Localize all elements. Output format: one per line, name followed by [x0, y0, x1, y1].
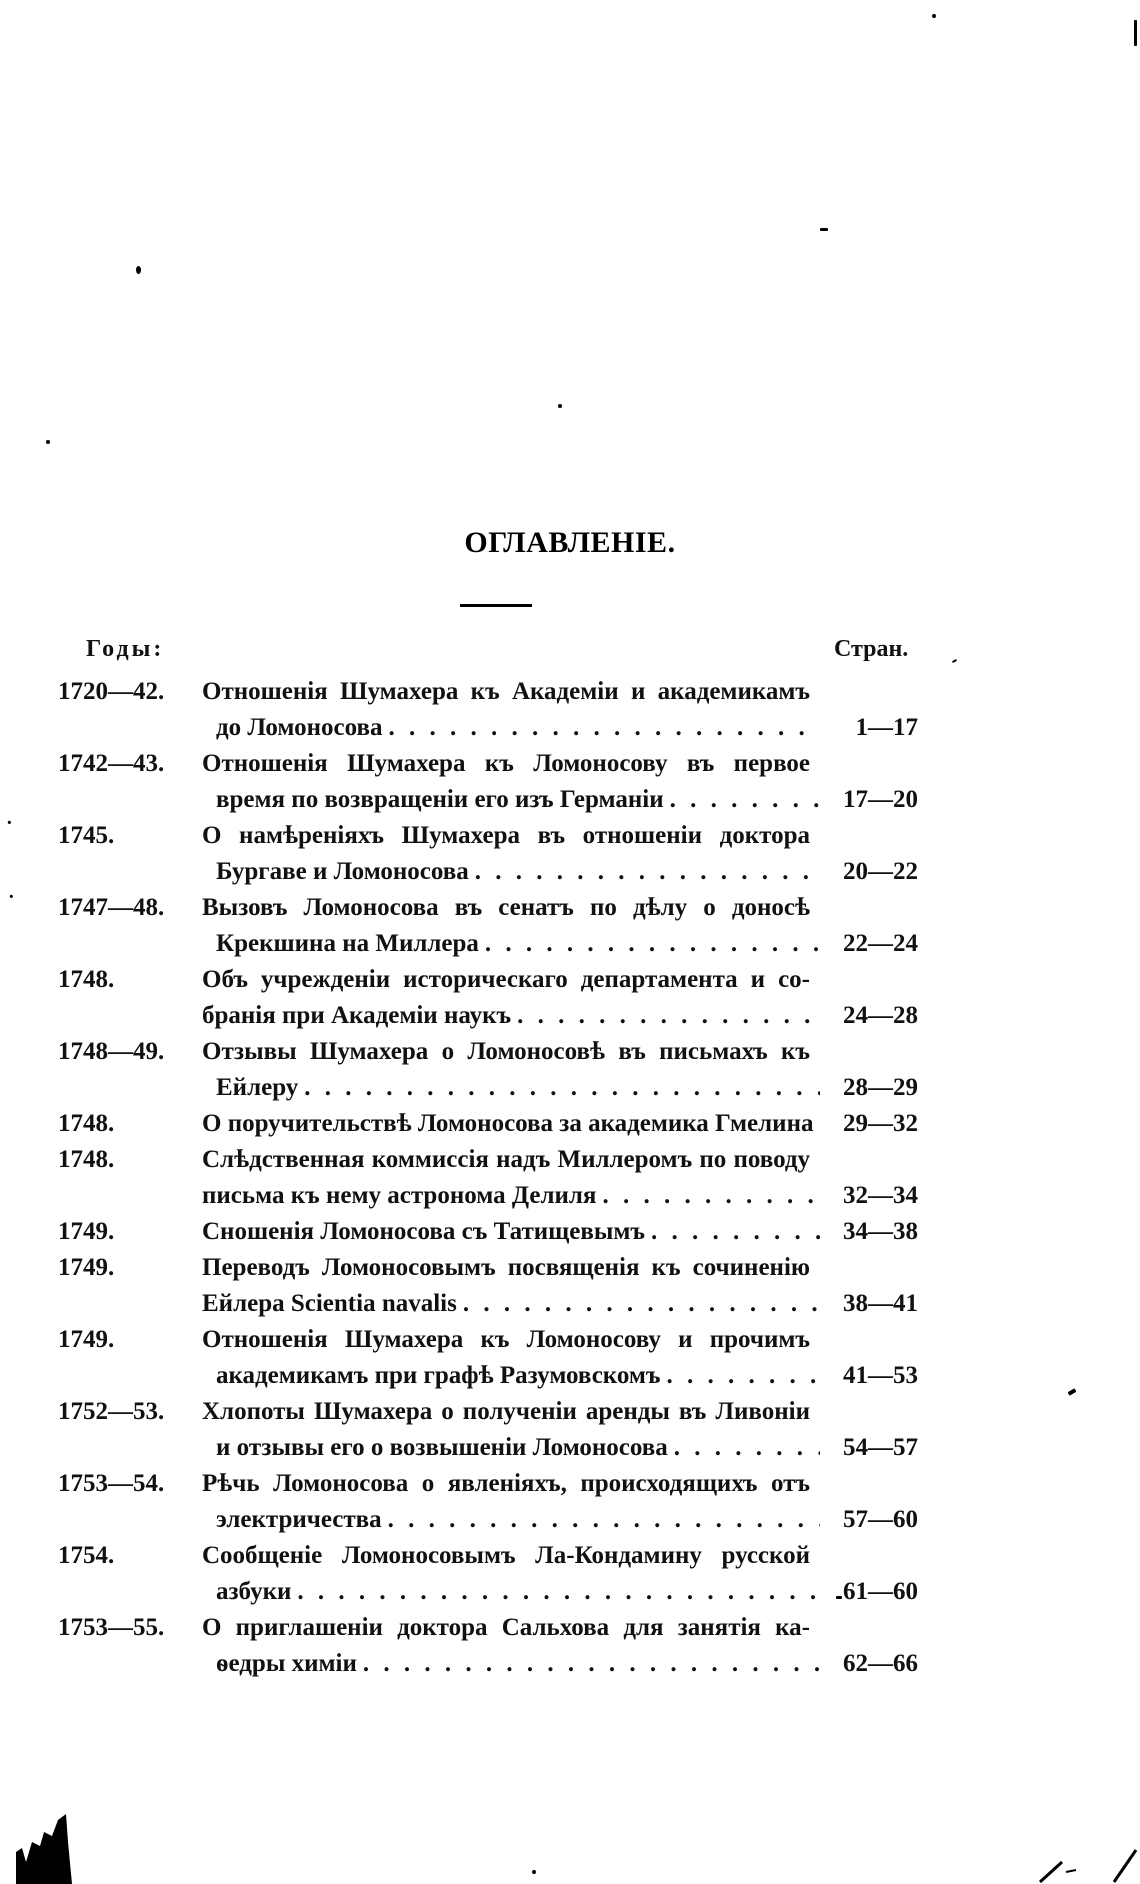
toc-entry-pages: 22—24 — [843, 930, 918, 957]
toc-entry-year: 1747—48. — [58, 894, 165, 921]
scan-speck — [820, 228, 828, 231]
toc-entry-pages: 41—53 — [843, 1362, 918, 1389]
toc-entry-pages: 54—57 — [843, 1434, 918, 1461]
toc-entry-year: 1754. — [58, 1542, 115, 1569]
toc-entry-pages: 38—41 — [843, 1290, 918, 1317]
toc-entry-title-line: Объ учрежденіи историческаго департамента и со- — [202, 966, 810, 993]
toc-entry-pages: 34—38 — [843, 1218, 918, 1245]
toc-entry-title-line: О приглашеніи доктора Сальхова для занятія ка- — [202, 1614, 810, 1641]
scan-speck — [836, 1596, 842, 1599]
pages-column-header: Стран. — [834, 636, 909, 662]
toc-entry-year: 1748. — [58, 966, 115, 993]
toc-entry-title-continuation: Бургаве и Ломоносова — [216, 858, 469, 885]
leader-dots — [475, 854, 820, 890]
toc-entry-pages: 61—60 — [843, 1578, 918, 1605]
toc-entry-title-continuation: азбуки — [216, 1578, 292, 1605]
toc-entry-year: 1745. — [58, 822, 115, 849]
toc-entry-title-continuation: О поручительствѣ Ломоносова за академика Гмелина — [202, 1110, 814, 1137]
toc-entry-title-line: Рѣчь Ломоносова о явленіяхъ, происходящихъ отъ — [202, 1470, 810, 1497]
toc-entry-year: 1742—43. — [58, 750, 165, 777]
toc-entry-year: 1748. — [58, 1110, 115, 1137]
leader-dots — [819, 1106, 820, 1142]
toc-entry — [0, 746, 1140, 818]
toc-entry-title-line: Отзывы Шумахера о Ломоносовѣ въ письмахъ къ — [202, 1038, 810, 1065]
table-of-contents — [0, 674, 1140, 1682]
toc-entry-year: 1749. — [58, 1254, 115, 1281]
toc-entry-pages: 20—22 — [843, 858, 918, 885]
toc-entry-title-line: Вызовъ Ломоносова въ сенатъ по дѣлу о доносѣ — [202, 894, 810, 921]
toc-entry-year: 1720—42. — [58, 678, 165, 705]
toc-entry-title-line: О намѣреніяхъ Шумахера въ отношеніи доктора — [202, 822, 810, 849]
toc-entry-title-continuation: электричества — [216, 1506, 382, 1533]
toc-entry — [0, 1538, 1140, 1610]
toc-entry-title-continuation: и отзывы его о возвышеніи Ломоносова — [216, 1434, 668, 1461]
scan-speck — [952, 659, 957, 663]
scan-speck — [532, 1870, 536, 1874]
toc-entry-title-continuation: до Ломоносова — [216, 714, 383, 741]
scan-edge-stroke — [1036, 1836, 1140, 1884]
toc-entry — [0, 890, 1140, 962]
toc-entry-pages: 29—32 — [843, 1110, 918, 1137]
toc-entry-title-line: Отношенія Шумахера къ Ломоносову въ первое — [202, 750, 810, 777]
scan-speck — [46, 440, 50, 444]
toc-entry-pages: 62—66 — [843, 1650, 918, 1677]
toc-entry-year: 1748—49. — [58, 1038, 165, 1065]
toc-entry-pages: 32—34 — [843, 1182, 918, 1209]
toc-entry-pages: 28—29 — [843, 1074, 918, 1101]
toc-entry-year: 1753—54. — [58, 1470, 165, 1497]
leader-dots — [651, 1214, 820, 1250]
toc-entry — [0, 962, 1140, 1034]
leader-dots — [485, 926, 820, 962]
margin-mark: · — [6, 812, 13, 834]
toc-entry-title-line: Отношенія Шумахера къ Ломоносову и прочимъ — [202, 1326, 810, 1353]
toc-entry — [0, 674, 1140, 746]
toc-entry-year: 1753—55. — [58, 1614, 165, 1641]
margin-mark: · — [8, 886, 15, 908]
leader-dots — [674, 1430, 820, 1466]
toc-entry-title-line: Хлопоты Шумахера о полученіи аренды въ Ливоніи — [202, 1398, 810, 1425]
toc-entry-title-continuation: Крекшина на Миллера — [216, 930, 479, 957]
toc-entry-title-continuation: письма къ нему астронома Делиля — [202, 1182, 597, 1209]
toc-entry-year: 1749. — [58, 1326, 115, 1353]
leader-dots — [297, 1574, 820, 1610]
toc-entry-year: 1752—53. — [58, 1398, 165, 1425]
toc-entry-pages: 17—20 — [843, 786, 918, 813]
leader-dots — [602, 1178, 820, 1214]
scan-speck — [1134, 20, 1137, 46]
toc-entry-pages: 57—60 — [843, 1506, 918, 1533]
toc-entry-title-continuation: время по возвращеніи его изъ Германіи — [216, 786, 664, 813]
toc-entry-title-line: Сообщеніе Ломоносовымъ Ла-Кондамину русской — [202, 1542, 810, 1569]
page-title: ОГЛАВЛЕНІЕ. — [464, 526, 676, 559]
toc-entry — [0, 1034, 1140, 1106]
leader-dots — [670, 782, 820, 818]
toc-entry — [0, 1250, 1140, 1322]
toc-entry — [0, 818, 1140, 890]
toc-entry-title-line: Переводъ Ломоносовымъ посвященія къ сочиненію — [202, 1254, 810, 1281]
years-column-header: Годы: — [86, 636, 165, 662]
toc-entry-pages: 1—17 — [855, 714, 918, 741]
toc-entry-year: 1749. — [58, 1218, 115, 1245]
toc-entry — [0, 1466, 1140, 1538]
leader-dots — [389, 710, 820, 746]
toc-entry-year: 1748. — [58, 1146, 115, 1173]
toc-entry-title-continuation: Ейлеру — [216, 1074, 299, 1101]
toc-entry-title-continuation: Сношенія Ломоносова съ Татищевымъ — [202, 1218, 645, 1245]
leader-dots — [463, 1286, 820, 1322]
scan-speck — [136, 266, 141, 274]
toc-entry — [0, 1106, 1140, 1142]
scan-speck — [558, 404, 562, 408]
leader-dots — [388, 1502, 820, 1538]
toc-entry — [0, 1142, 1140, 1214]
leader-dots — [363, 1646, 820, 1682]
scan-edge-blot — [14, 1812, 72, 1884]
toc-entry-title-continuation: академикамъ при графѣ Разумовскомъ — [216, 1362, 661, 1389]
toc-entry-title-continuation: бранія при Академіи наукъ — [202, 1002, 512, 1029]
toc-entry-title-line: Отношенія Шумахера къ Академіи и академикамъ — [202, 678, 810, 705]
toc-entry-title-line: Слѣдственная коммиссія надъ Миллеромъ по поводу — [202, 1146, 810, 1173]
toc-entry — [0, 1610, 1140, 1682]
leader-dots — [667, 1358, 821, 1394]
toc-entry — [0, 1394, 1140, 1466]
leader-dots — [304, 1070, 820, 1106]
toc-entry-title-continuation: Ейлера Scientia navalis — [202, 1290, 457, 1317]
toc-entry — [0, 1322, 1140, 1394]
toc-entry-pages: 24—28 — [843, 1002, 918, 1029]
toc-entry — [0, 1214, 1140, 1250]
leader-dots — [517, 998, 820, 1034]
scan-speck — [932, 14, 936, 18]
title-divider — [460, 604, 532, 607]
toc-entry-title-continuation: ѳедры химіи — [216, 1650, 357, 1677]
